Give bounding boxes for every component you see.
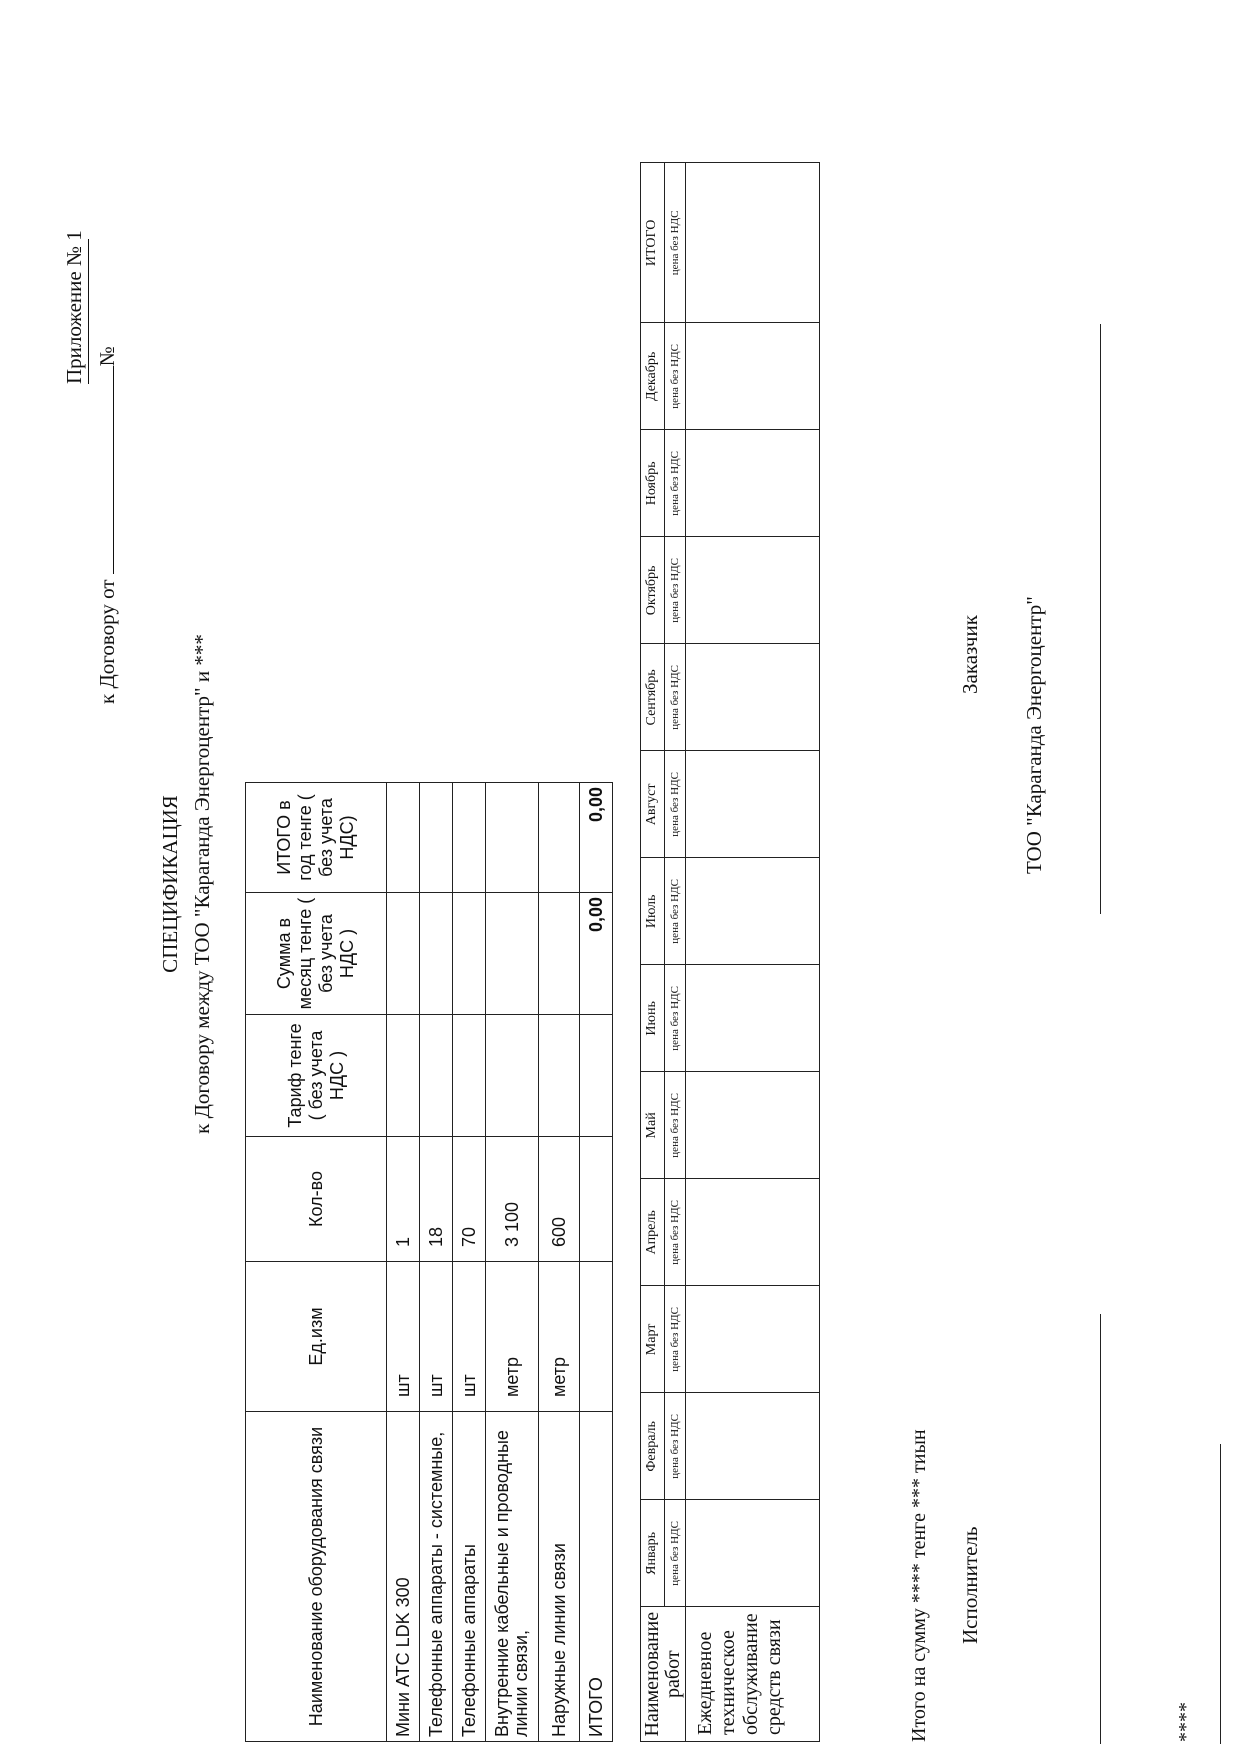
table-row: [539, 783, 580, 1742]
table-row: [686, 163, 820, 1742]
month-cell: [686, 644, 820, 751]
price-label: цена без НДС: [664, 858, 685, 965]
cell-tariff: [486, 1015, 539, 1137]
month-august: Август: [641, 751, 665, 858]
monthly-subheader-row: [664, 163, 685, 1742]
cell-month: [387, 893, 420, 1015]
price-label: цена без НДС: [664, 965, 685, 1072]
month-total: ИТОГО: [641, 163, 665, 323]
price-label: цена без НДС: [664, 1072, 685, 1179]
total-label: ИТОГО: [580, 1412, 613, 1742]
cell-tariff: [580, 1015, 613, 1137]
customer-organization: ТОО "Караганда Энергоцентр": [1022, 596, 1046, 874]
customer-label: Заказчик: [958, 615, 982, 694]
appendix-text: Приложение № 1: [62, 230, 86, 384]
cell-month: [453, 893, 486, 1015]
header-tariff: Тариф тенге ( без учета НДС ): [246, 1015, 387, 1137]
cell-qty: 70: [453, 1137, 486, 1262]
bottom-line: [1220, 1444, 1221, 1744]
cell-name: Наружные линии связи: [539, 1412, 580, 1742]
price-label: цена без НДС: [664, 644, 685, 751]
cell-year: [420, 783, 453, 893]
cell-year: [539, 783, 580, 893]
header-yearly-total: ИТОГО в год тенге ( без учета НДС): [246, 783, 387, 893]
cell-tariff: [387, 1015, 420, 1137]
cell-year: [387, 783, 420, 893]
monthly-header-row: [641, 163, 665, 1742]
month-cell: [686, 1393, 820, 1500]
cell-unit: метр: [486, 1262, 539, 1412]
month-cell: [686, 1072, 820, 1179]
cell-qty: 1: [387, 1137, 420, 1262]
equipment-header-row: [246, 783, 387, 1742]
month-october: Октябрь: [641, 537, 665, 644]
month-april: Апрель: [641, 1179, 665, 1286]
cell-year: [486, 783, 539, 893]
table-row: [387, 783, 420, 1742]
month-january: Январь: [641, 1500, 665, 1607]
cell-name: Мини АТС LDK 300: [387, 1412, 420, 1742]
header-work-name: Наименование работ: [641, 1607, 686, 1742]
month-november: Ноябрь: [641, 430, 665, 537]
month-cell: [686, 1286, 820, 1393]
price-label: цена без НДС: [664, 1500, 685, 1607]
cell-year: [453, 783, 486, 893]
executor-signature-line: [1100, 1314, 1101, 1744]
month-cell: [686, 965, 820, 1072]
spec-title: СПЕЦИФИКАЦИЯ: [158, 795, 182, 973]
cell-tariff: [420, 1015, 453, 1137]
appendix-underline: [88, 239, 89, 384]
price-label: цена без НДС: [664, 1393, 685, 1500]
cell-name: Телефонные аппараты - системные,: [420, 1412, 453, 1742]
table-row: [453, 783, 486, 1742]
total-year: 0,00: [580, 783, 613, 893]
cell-qty: 600: [539, 1137, 580, 1262]
monthly-table: [640, 162, 820, 1742]
cell-unit: метр: [539, 1262, 580, 1412]
cell-month: [486, 893, 539, 1015]
cell-qty: [580, 1137, 613, 1262]
month-cell: [686, 1179, 820, 1286]
header-monthly-sum: Сумма в месяц тенге ( без учета НДС ): [246, 893, 387, 1015]
contract-date-blank: [95, 366, 114, 574]
cell-name: Телефонные аппараты: [453, 1412, 486, 1742]
cell-month: [539, 893, 580, 1015]
equipment-total-row: [580, 783, 613, 1742]
cell-unit: шт: [387, 1262, 420, 1412]
contract-ref-prefix: к Договору от: [95, 579, 119, 704]
month-july: Июль: [641, 858, 665, 965]
month-september: Сентябрь: [641, 644, 665, 751]
cell-month: [420, 893, 453, 1015]
equipment-table: [245, 782, 613, 1742]
price-label: цена без НДС: [664, 1179, 685, 1286]
total-cell: [686, 163, 820, 323]
customer-signature-line: [1100, 324, 1101, 914]
price-label: цена без НДС: [664, 323, 685, 430]
price-label: цена без НДС: [664, 430, 685, 537]
cell-tariff: [539, 1015, 580, 1137]
month-cell: [686, 323, 820, 430]
month-june: Июнь: [641, 965, 665, 1072]
header-quantity: Кол-во: [246, 1137, 387, 1262]
month-may: Май: [641, 1072, 665, 1179]
cell-name: Внутренние кабельные и проводные линии связи,: [486, 1412, 539, 1742]
cell-unit: шт: [453, 1262, 486, 1412]
month-cell: [686, 430, 820, 537]
cell-tariff: [453, 1015, 486, 1137]
month-cell: [686, 858, 820, 965]
price-label: цена без НДС: [664, 537, 685, 644]
month-cell: [686, 751, 820, 858]
cell-qty: 3 100: [486, 1137, 539, 1262]
contract-number-sign: №: [95, 346, 119, 367]
month-cell: [686, 1500, 820, 1607]
header-equipment-name: Наименование оборудования связи: [246, 1412, 387, 1742]
month-december: Декабрь: [641, 323, 665, 430]
cell-qty: 18: [420, 1137, 453, 1262]
month-february: Февраль: [641, 1393, 665, 1500]
spec-subtitle: к Договору между ТОО "Караганда Энергоцентр" и ***: [190, 634, 214, 1134]
appendix-number: [62, 230, 87, 384]
price-label: цена без НДС: [664, 163, 685, 323]
price-label: цена без НДС: [664, 751, 685, 858]
contract-reference: [95, 346, 120, 704]
table-row: [420, 783, 453, 1742]
header-unit: Ед.изм: [246, 1262, 387, 1412]
price-label: цена без НДС: [664, 1286, 685, 1393]
cell-unit: шт: [420, 1262, 453, 1412]
total-month: 0,00: [580, 893, 613, 1015]
month-march: Март: [641, 1286, 665, 1393]
month-cell: [686, 537, 820, 644]
work-row-name: Ежедневное техническое обслуживание средств связи: [686, 1607, 820, 1742]
footnote-stars: ****: [1175, 1702, 1197, 1742]
table-row: [486, 783, 539, 1742]
cell-unit: [580, 1262, 613, 1412]
total-sum-text: Итого на сумму **** тенге *** тиын: [908, 1429, 930, 1742]
executor-label: Исполнитель: [958, 1526, 982, 1644]
